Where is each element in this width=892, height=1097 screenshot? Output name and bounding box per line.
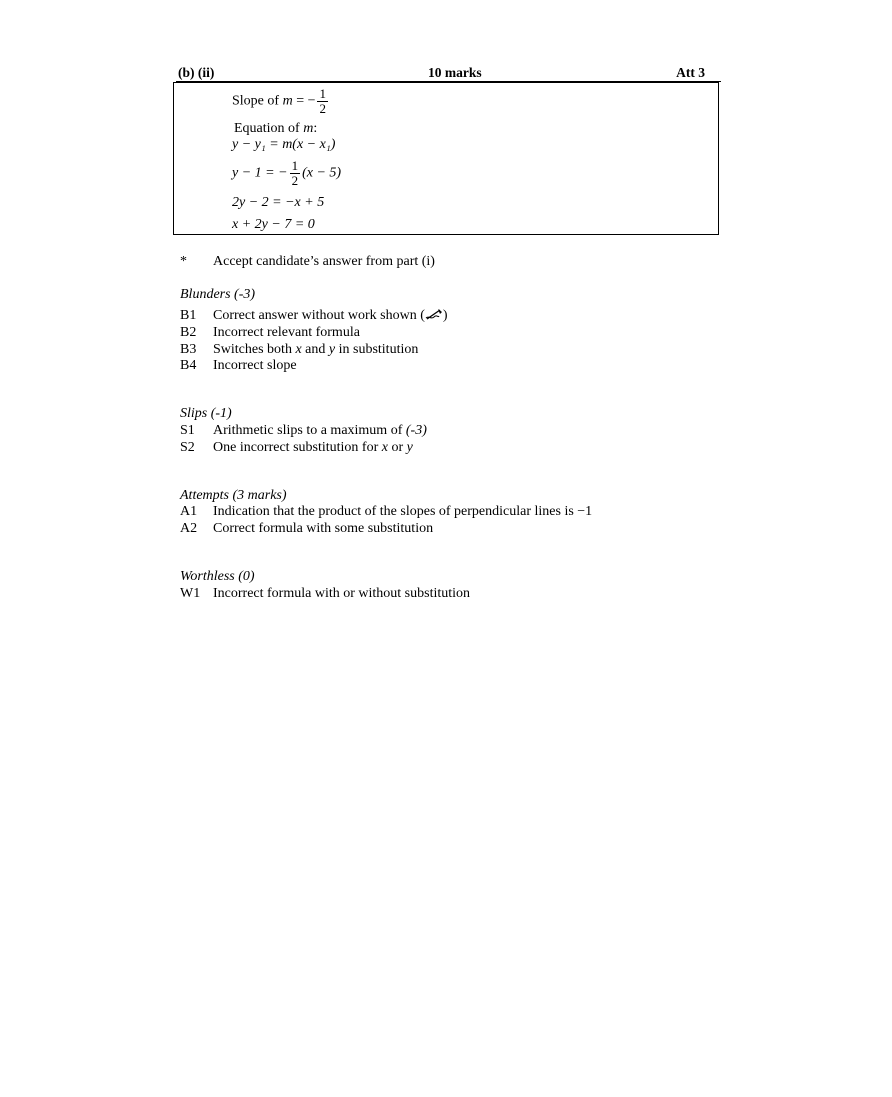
blunder-code: B1 (180, 308, 197, 323)
attempt-code: A2 (180, 521, 198, 536)
slip-desc (213, 440, 413, 456)
slope-fraction (317, 87, 328, 115)
variable-y: y (328, 342, 336, 357)
substitution-rhs: (x − 5) (302, 165, 342, 181)
worthless-code: W1 (180, 586, 201, 601)
substitution-line (232, 159, 341, 187)
blunder-desc: Incorrect slope (213, 358, 297, 373)
blunder-text: Switches both (213, 342, 296, 357)
blunder-code: B3 (180, 342, 197, 357)
slope-line (232, 87, 330, 115)
marks-label: 10 marks (428, 65, 482, 80)
attempt-desc: Indication that the product of the slopes of perpendicular lines is −1 (213, 504, 593, 519)
step4-line: x + 2y − 7 = 0 (232, 217, 315, 232)
equation-label-prefix: Equation of (234, 121, 304, 136)
slope-prefix: Slope of (232, 93, 283, 109)
slip-max: (-3) (405, 423, 427, 438)
worthless-desc: Incorrect formula with or without substitution (213, 586, 471, 601)
solution-box (173, 82, 719, 235)
slip-text: One incorrect substitution for (213, 440, 382, 455)
blunder-desc: Incorrect relevant formula (213, 325, 360, 340)
slip-desc (213, 423, 427, 439)
substitution-lhs: y − 1 = − (232, 165, 288, 181)
slip-code: S2 (180, 440, 195, 455)
worthless-title: Worthless (0) (180, 569, 255, 584)
slope-numerator: 1 (319, 86, 326, 101)
substitution-denominator: 2 (291, 172, 299, 188)
slip-text: Arithmetic slips to a maximum of (213, 423, 406, 438)
variable-x: x (381, 440, 388, 455)
equation-label-var: m (303, 121, 314, 136)
variable-y: y (406, 440, 413, 455)
blunder-desc (213, 342, 418, 358)
slope-var: m (282, 93, 293, 109)
note-star: * (180, 254, 187, 269)
variable-x: x (295, 342, 302, 357)
part-label: (b) (ii) (178, 65, 215, 80)
blunder-code: B2 (180, 325, 197, 340)
attempt-code: A1 (180, 504, 198, 519)
blunder-text: in substitution (335, 342, 419, 357)
attempt-label: Att 3 (676, 65, 705, 80)
slip-text: or (387, 440, 407, 455)
slips-title: Slips (-1) (180, 406, 232, 421)
blunder-text: and (301, 342, 329, 357)
equation-label-suffix: : (313, 121, 318, 136)
equation-label-line (234, 121, 317, 137)
pen-writing-icon (425, 308, 443, 320)
blunder-desc (213, 308, 448, 324)
slope-denominator: 2 (319, 100, 326, 116)
substitution-fraction (290, 159, 301, 187)
formula-line: y − y₁ = m(x − x₁) (232, 137, 336, 152)
step3-line: 2y − 2 = −x + 5 (232, 195, 325, 210)
blunder-code: B4 (180, 358, 197, 373)
slip-code: S1 (180, 423, 195, 438)
blunder-text: Correct answer without work shown ( (213, 308, 425, 323)
substitution-numerator: 1 (291, 158, 299, 173)
blunders-title: Blunders (-3) (180, 287, 256, 302)
attempt-desc: Correct formula with some substitution (213, 521, 434, 536)
question-header (176, 65, 721, 82)
attempts-title: Attempts (3 marks) (180, 488, 287, 503)
note-text: Accept candidate’s answer from part (i) (213, 254, 435, 269)
slope-equals: = − (292, 93, 316, 109)
blunder-text-close: ) (442, 308, 448, 323)
